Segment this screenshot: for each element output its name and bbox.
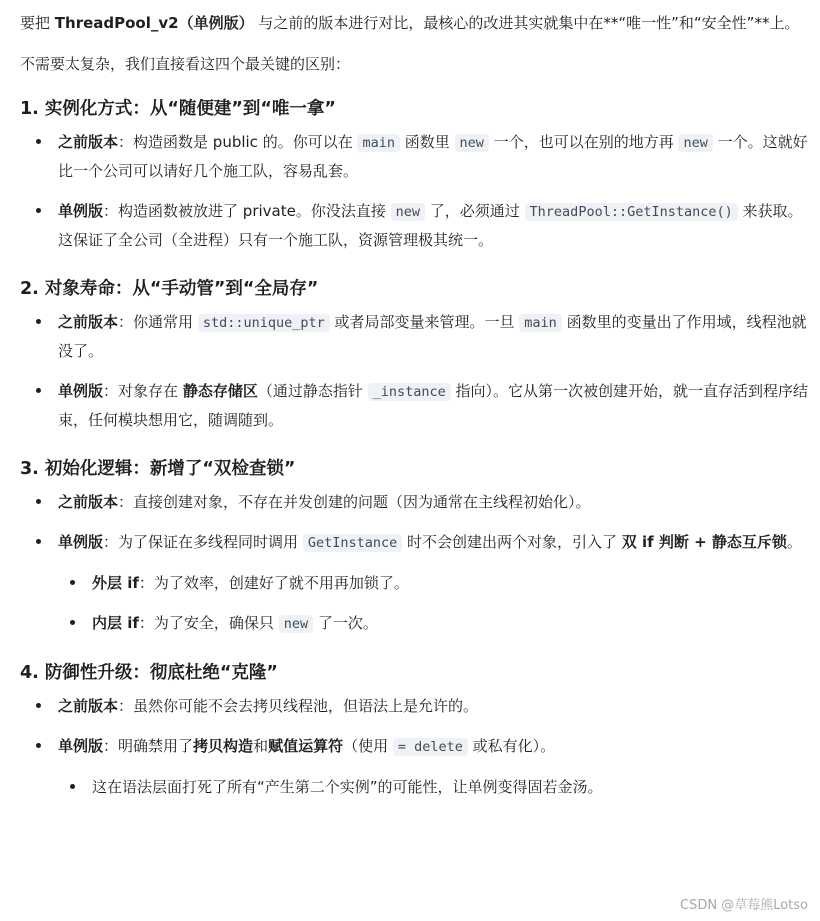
list-item: 单例版：对象存在 静态存储区（通过静态指针 _instance 指向）。它从第一次被创建开始，就一直存活到程序结束，任何模块想用它，随调随到。: [20, 377, 810, 434]
inline-code: = delete: [393, 738, 468, 756]
sub-list-item: 内层 if：为了安全，确保只 new 了一次。: [20, 609, 810, 638]
list-item: 单例版：明确禁用了拷贝构造和赋值运算符（使用 = delete 或私有化）。: [20, 732, 810, 761]
inline-code: new: [279, 615, 313, 633]
section-3-heading: 3. 初始化逻辑：新增了“双检查锁”: [20, 459, 296, 479]
section-1-heading: 1. 实例化方式：从“随便建”到“唯一拿”: [20, 99, 336, 119]
intro-paragraph: 要把 ThreadPool_v2（单例版） 与之前的版本进行对比，最核心的改进其实就集中在**“唯一性”和“安全性”**上。: [20, 14, 800, 32]
list-item: 之前版本：你通常用 std::unique_ptr 或者局部变量来管理。一旦 main 函数里的变量出了作用域，线程池就没了。: [20, 308, 810, 365]
inline-code: main: [357, 134, 400, 152]
section-4-heading: 4. 防御性升级：彻底杜绝“克隆”: [20, 663, 278, 683]
list-item: 之前版本：构造函数是 public 的。你可以在 main 函数里 new 一个，也可以在别的地方再 new 一个。这就好比一个公司可以请好几个施工队，容易乱套。: [20, 128, 810, 185]
section-2-list: [20, 308, 810, 434]
list-item: 单例版：构造函数被放进了 private。你没法直接 new 了，必须通过 ThreadPool::GetInstance() 来获取。这保证了全公司（全进程）只有一个施工队，资源管理极其统一。: [20, 197, 810, 254]
section-4-list: [20, 692, 810, 801]
inline-code: new: [391, 203, 425, 221]
inline-code: main: [519, 314, 562, 332]
inline-code: new: [678, 134, 712, 152]
section-1-list: [20, 128, 810, 254]
sub-list-item: 这在语法层面打死了所有“产生第二个实例”的可能性，让单例变得固若金汤。: [20, 773, 810, 801]
list-item: 之前版本：直接创建对象，不存在并发创建的问题（因为通常在主线程初始化）。: [20, 488, 810, 516]
csdn-watermark: CSDN @草莓熊Lotso: [680, 898, 808, 913]
inline-code: _instance: [368, 383, 451, 401]
section-3-list: [20, 488, 810, 638]
inline-code: std::unique_ptr: [198, 314, 330, 332]
document-body: [20, 10, 810, 801]
list-item: 之前版本：虽然你可能不会去拷贝线程池，但语法上是允许的。: [20, 692, 810, 720]
sub-list-item: 外层 if：为了效率，创建好了就不用再加锁了。: [20, 569, 810, 597]
inline-code: GetInstance: [303, 534, 402, 552]
list-item: 单例版：为了保证在多线程同时调用 GetInstance 时不会创建出两个对象，引入了 双 if 判断 + 静态互斥锁。: [20, 528, 810, 557]
inline-code: new: [455, 134, 489, 152]
section-2-heading: 2. 对象寿命：从“手动管”到“全局存”: [20, 279, 319, 299]
inline-code: ThreadPool::GetInstance(): [525, 203, 738, 221]
intro-summary: 不需要太复杂，我们直接看这四个最关键的区别：: [20, 55, 351, 73]
intro-emphasis: ThreadPool_v2（单例版）: [54, 14, 254, 32]
